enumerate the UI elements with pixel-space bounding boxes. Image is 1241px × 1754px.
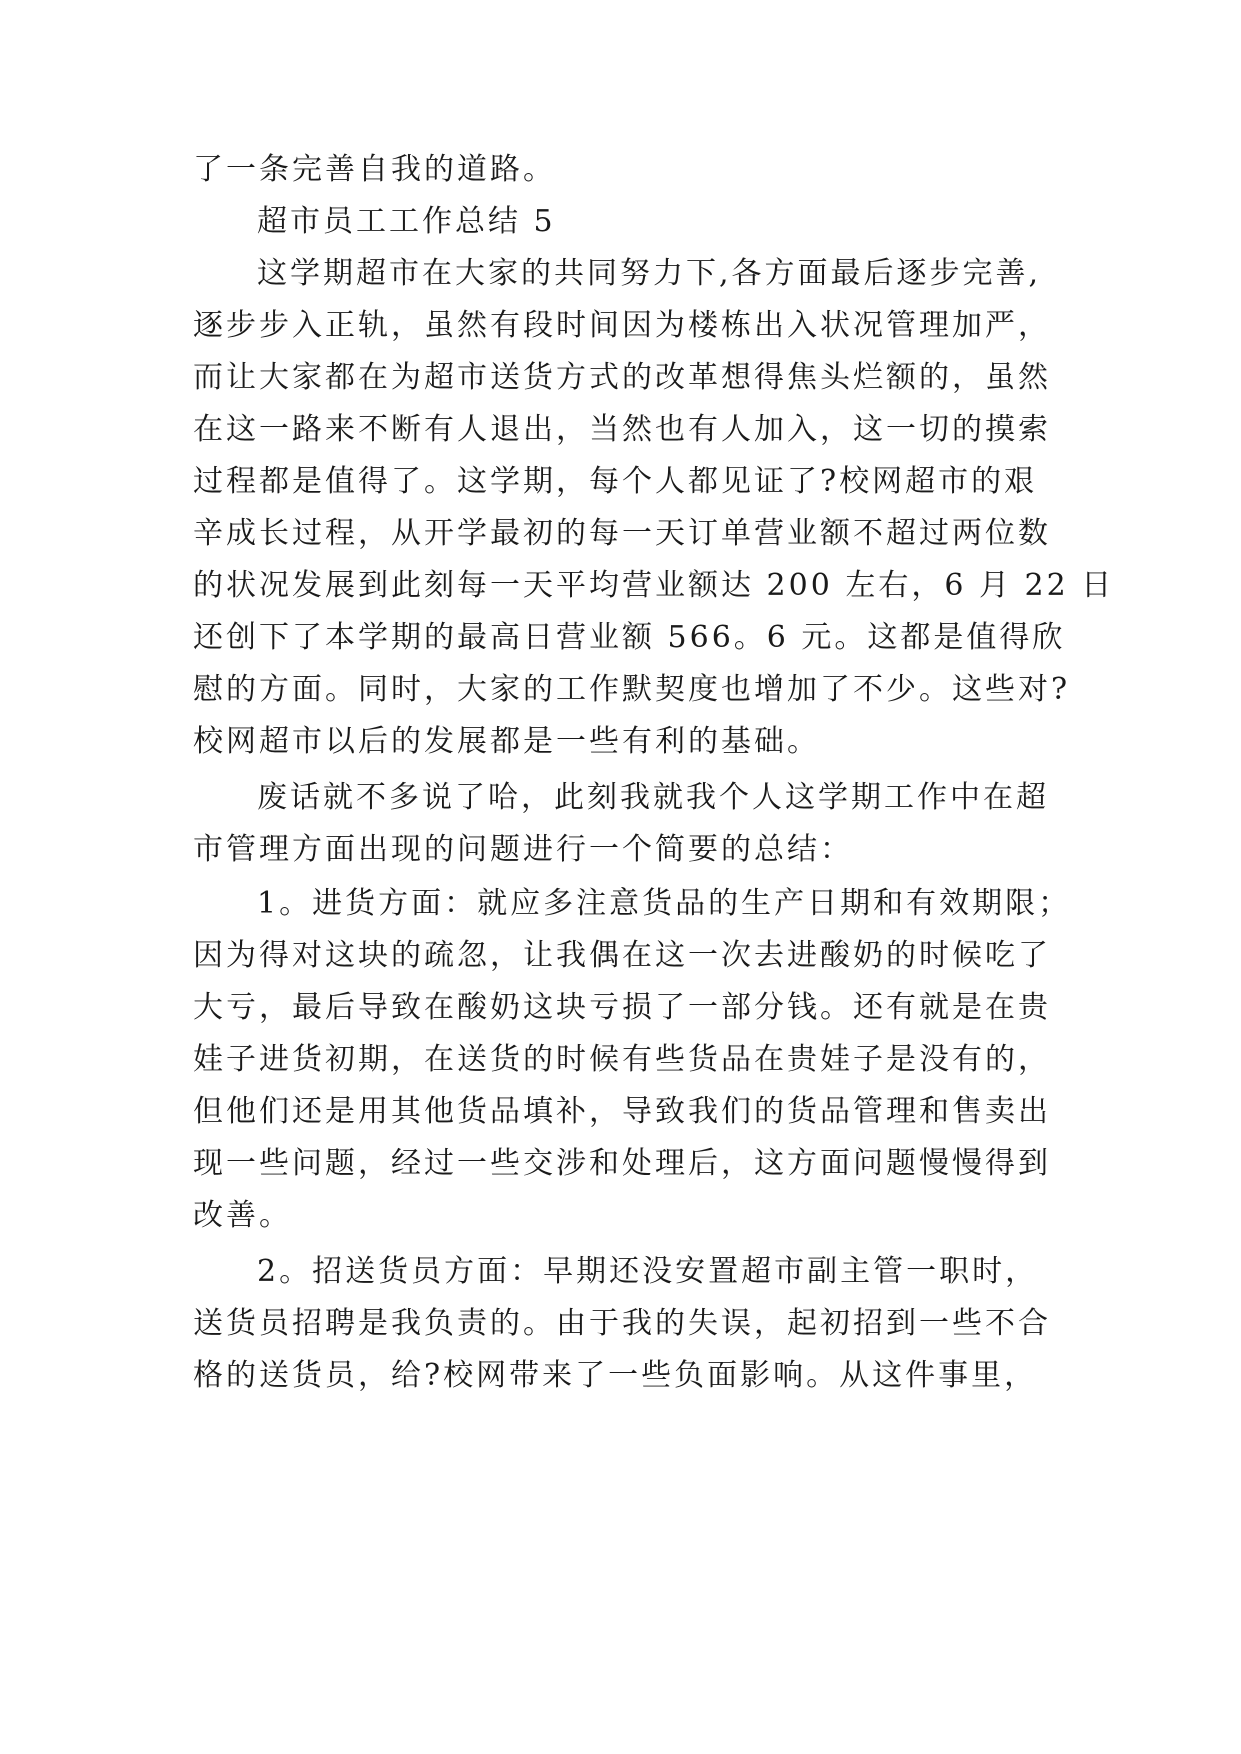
text-line: 市管理方面出现的问题进行一个简要的总结： — [193, 832, 853, 867]
text-line: 还创下了本学期的最高日营业额 566。6 元。这都是值得欣 — [193, 620, 1066, 655]
text-line: 了一条完善自我的道路。 — [193, 152, 556, 187]
text-line: 辛成长过程，从开学最初的每一天订单营业额不超过两位数 — [193, 516, 1051, 551]
section-heading: 超市员工工作总结 5 — [257, 204, 556, 239]
text-line: 但他们还是用其他货品填补，导致我们的货品管理和售卖出 — [193, 1094, 1051, 1129]
text-line: 改善。 — [193, 1198, 292, 1233]
text-line: 娃子进货初期，在送货的时候有些货品在贵娃子是没有的， — [193, 1042, 1051, 1077]
text-line: 而让大家都在为超市送货方式的改革想得焦头烂额的，虽然 — [193, 360, 1051, 395]
text-line: 逐步步入正轨，虽然有段时间因为楼栋出入状况管理加严， — [193, 308, 1051, 343]
text-line: 的状况发展到此刻每一天平均营业额达 200 左右，6 月 22 日 — [193, 568, 1115, 603]
text-line: 格的送货员，给?校网带来了一些负面影响。从这件事里， — [193, 1358, 1038, 1393]
text-line: 校网超市以后的发展都是一些有利的基础。 — [193, 724, 820, 759]
text-line: 现一些问题，经过一些交涉和处理后，这方面问题慢慢得到 — [193, 1146, 1051, 1181]
text-line: 大亏，最后导致在酸奶这块亏损了一部分钱。还有就是在贵 — [193, 990, 1051, 1025]
text-line: 过程都是值得了。这学期，每个人都见证了?校网超市的艰 — [193, 464, 1038, 499]
text-line: 废话就不多说了哈，此刻我就我个人这学期工作中在超 — [257, 780, 1049, 815]
text-line: 2。招送货员方面：早期还没安置超市副主管一职时， — [257, 1254, 1039, 1289]
text-line: 因为得对这块的疏忽，让我偶在这一次去进酸奶的时候吃了 — [193, 938, 1051, 973]
text-line: 在这一路来不断有人退出，当然也有人加入，这一切的摸索 — [193, 412, 1051, 447]
text-line: 慰的方面。同时，大家的工作默契度也增加了不少。这些对? — [193, 672, 1071, 707]
text-line: 送货员招聘是我负责的。由于我的失误，起初招到一些不合 — [193, 1306, 1051, 1341]
text-line: 1。进货方面：就应多注意货品的生产日期和有效期限； — [257, 886, 1072, 921]
text-line: 这学期超市在大家的共同努力下,各方面最后逐步完善, — [257, 256, 1042, 291]
